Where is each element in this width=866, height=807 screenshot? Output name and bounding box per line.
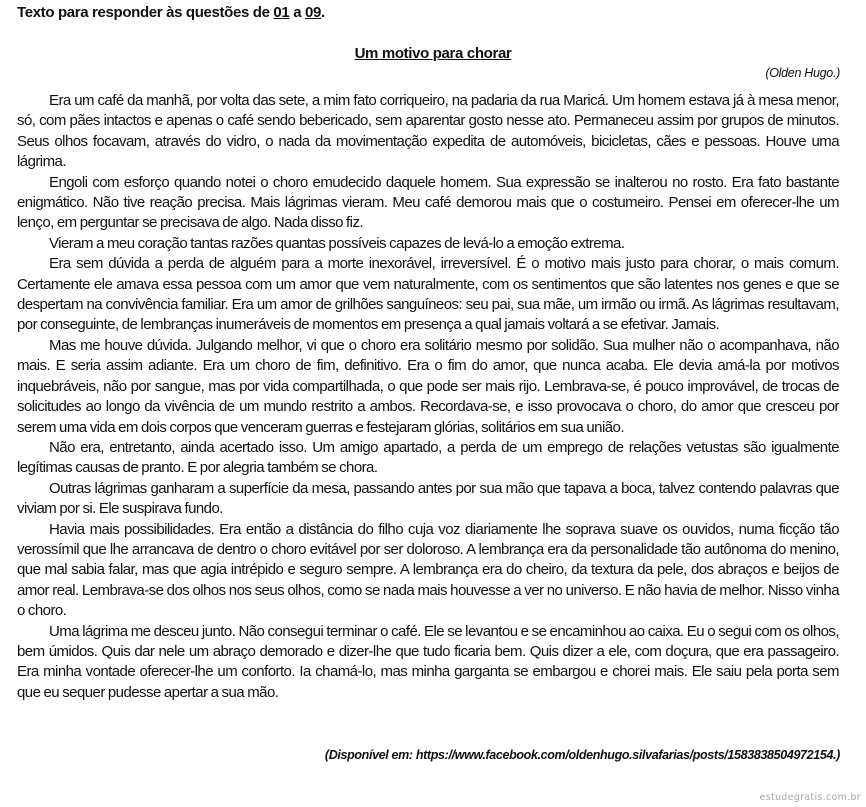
question-range-end: 09 — [305, 4, 322, 21]
paragraph: Não era, entretanto, ainda acertado isso. Um amigo apartado, a perda de um emprego de relações vetustas são igualmente legítimas causas de pranto. E por alegria também se chora. — [17, 438, 839, 477]
watermark: estudegratis.com.br — [759, 792, 861, 803]
article-body — [17, 91, 839, 703]
paragraph: Engoli com esforço quando notei o choro emudecido daquele homem. Sua expressão se inalterou no rosto. Era fato bastante enigmático. Não tive reação precisa. Mais lágrimas vieram. Meu café demorou mais que o costumeiro. Pensei em oferecer-lhe um lenço, em perguntar se precisava de algo. Nada disso fiz. — [17, 173, 839, 232]
instruction-middle: a — [289, 4, 306, 21]
paragraph: Mas me houve dúvida. Julgando melhor, vi que o choro era solitário mesmo por solidão. Sua mulher não o acompanhava, não mais. E seria assim adiante. Era um choro de fim, definitivo. Era o fim do amor, que nunca acaba. Ele devia amá-la por motivos inquebráveis, não por sangue, mas por vida compartilhada, o que pode ser mais rijo. Lembrava-se, é pouco improvável, de trocas de solicitudes ao longo da vivência de um mundo restrito a ambos. Recordava-se, e isso provocava o choro, do amor que cresceu por serem uma vida em dois corpos que venceram guerras e festejaram glórias, solitários em sua união. — [17, 336, 839, 436]
instruction-prefix: Texto para responder às questões de — [17, 4, 274, 21]
paragraph: Uma lágrima me desceu junto. Não consegui terminar o café. Ele se levantou e se encaminhou ao caixa. Eu o segui com os olhos, bem úmidos. Quis dar nele um abraço demorado e dizer-lhe que tudo ficaria bem. Quis dizer a ele, com doçura, que era passageiro. Era minha vontade oferecer-lhe um conforto. Ia chamá-lo, mas minha garganta se embargou e chorei mais. Ele saiu pela porta sem que eu sequer pudesse apertar a sua mão. — [17, 622, 839, 701]
paragraph: Era um café da manhã, por volta das sete, a mim fato corriqueiro, na padaria da rua Maricá. Um homem estava já à mesa menor, só, com pães intactos e apenas o café sendo bebericado, sem aparentar gosto nesse ato. Permaneceu assim por grupos de minutos. Seus olhos focavam, através do vidro, o nada da movimentação expedita de automóveis, bicicletas, cães e pessoas. Houve uma lágrima. — [17, 92, 839, 171]
paragraph: Era sem dúvida a perda de alguém para a morte inexorável, irreversível. É o motivo mais justo para chorar, o mais comum. Certamente ele amava essa pessoa com um amor que vem naturalmente, com os sentimentos que são latentes nos genes e que se despertam na convivência familiar. Era um amor de grilhões sanguíneos: seu pai, sua mãe, um irmão ou irmã. As lágrimas resultavam, por conseguinte, de lembranças inumeráveis de momentos em presença a qual jamais voltará a se efetivar. Jamais. — [17, 255, 839, 334]
source-citation: (Disponível em: https://www.facebook.com/oldenhugo.silvafarias/posts/1583838504972154.) — [324, 748, 840, 762]
instruction-suffix: . — [321, 4, 325, 21]
paragraph: Outras lágrimas ganharam a superfície da mesa, passando antes por sua mão que tapava a boca, talvez contendo palavras que viviam por si. Ele suspirava fundo. — [17, 479, 839, 518]
paragraph: Vieram a meu coração tantas razões quantas possíveis capazes de levá-lo a emoção extrema. — [49, 234, 625, 252]
article-title: Um motivo para chorar — [354, 45, 512, 62]
instruction-header — [17, 4, 325, 21]
question-range-start: 01 — [273, 4, 290, 21]
paragraph: Havia mais possibilidades. Era então a distância do filho cuja voz diariamente lhe soprava suave os ouvidos, numa ficção tão verossímil que lhe arrancava de dentro o choro evitável por ser doloroso. A lembrança era da personalidade tão autônoma do menino, que mal sabia falar, mas que agia intrépido e seguro sempre. A lembrança era do cheiro, da textura da pele, dos abraços e beijos de amor real. Lembrava-se dos olhos nos seus olhos, como se nada mais houvesse a ver no universo. E não havia de melhor. Nisso vinha o choro. — [17, 520, 839, 620]
article-author: (Olden Hugo.) — [765, 66, 840, 80]
